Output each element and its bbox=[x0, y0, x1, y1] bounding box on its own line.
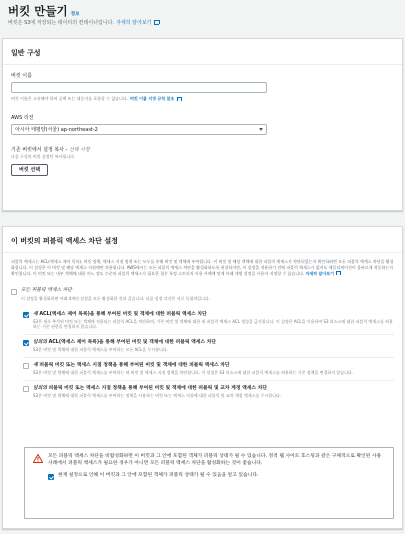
page-title: 버킷 만들기 bbox=[8, 4, 68, 18]
region-select[interactable] bbox=[11, 124, 267, 135]
optional-tag: 선택 사항 bbox=[69, 147, 90, 153]
block-public-access-panel bbox=[2, 226, 403, 529]
external-link-icon bbox=[336, 271, 340, 275]
copy-settings-hint: 다음 구성의 버킷 설정만 복사됩니다. bbox=[11, 154, 76, 159]
acknowledge-label: 현재 설정으로 인해 이 버킷과 그 안에 포함된 객체가 퍼블릭 상태가 될 수 있음을 알고 있습니다. bbox=[58, 473, 259, 479]
block-new-policy-checkbox[interactable] bbox=[23, 363, 29, 369]
block-any-policy-checkbox[interactable] bbox=[23, 386, 29, 392]
list-item bbox=[23, 334, 394, 357]
copy-settings-label-text: 기존 버킷에서 설정 복사 - bbox=[11, 147, 70, 153]
block-any-policy-title: 임의의 퍼블릭 버킷 또는 액세스 지점 정책을 통해 부여된 버킷 및 객체에 대한 퍼블릭 및 교차 계정 액세스 차단 bbox=[33, 385, 267, 391]
block-new-policy-description: S3은 버킷 및 객체에 대한 퍼블릭 액세스를 부여하는 새 버킷 및 액세스 지점 정책을 차단합니다. 이 설정은 S3 리소스에 대한 퍼블릭 액세스를 허용하는 기존 정책을 변경하지 않습니다. bbox=[33, 369, 354, 375]
block-panel-title: 이 버킷의 퍼블릭 액세스 차단 설정 bbox=[3, 227, 402, 253]
learn-more-link[interactable]: 자세히 알아보기 bbox=[116, 20, 152, 26]
warning-text: 모든 퍼블릭 액세스 차단을 비활성화하면 이 버킷과 그 안에 포함된 객체가 퍼블릭 상태가 될 수 있습니다. 정적 웹 사이트 호스팅과 같은 구체적으로 확인된 사용 사례에서 퍼블릭 액세스가 필요한 경우가 아니면 모든 퍼블릭 액세스 차단을 활성화하는 것이 좋습니다. bbox=[48, 454, 382, 466]
public-access-warning bbox=[24, 447, 394, 519]
bucket-name-hint-text: 버킷 이름은 고유해야 하며 공백 또는 대문자를 포함할 수 없습니다. bbox=[11, 96, 129, 101]
warning-icon bbox=[33, 454, 43, 463]
block-all-checkbox[interactable] bbox=[11, 289, 17, 295]
bucket-naming-rules-link[interactable]: 버킷 이름 지정 규칙 참조 bbox=[130, 96, 175, 101]
block-any-acl-description: S3은 버킷 및 객체에 대한 퍼블릭 액세스를 부여하는 모든 ACL을 무시합니다. bbox=[33, 346, 168, 352]
block-options-list bbox=[23, 307, 394, 403]
block-all-title: 모든 퍼블릭 액세스 차단 bbox=[21, 288, 72, 293]
acknowledge-checkbox[interactable] bbox=[48, 474, 54, 480]
block-any-policy-description: S3은 버킷 및 객체에 대한 퍼블릭 액세스를 부여하는 정책을 사용하는 버킷 또는 액세스 지점에 대한 퍼블릭 및 교차 계정 액세스를 무시합니다. bbox=[33, 392, 282, 398]
block-new-acl-checkbox[interactable] bbox=[23, 312, 29, 318]
block-all-option bbox=[3, 288, 402, 301]
block-new-policy-title: 새 퍼블릭 버킷 또는 액세스 지점 정책을 통해 부여된 버킷 및 객체에 대한 퍼블릭 액세스 차단 bbox=[33, 362, 230, 368]
region-select-value: 아시아 태평양(서울) ap-northeast-2 bbox=[15, 127, 98, 133]
bucket-name-label: 버킷 이름 bbox=[11, 73, 32, 79]
choose-bucket-button[interactable]: 버킷 선택 bbox=[11, 164, 48, 176]
list-item bbox=[23, 307, 394, 334]
block-all-description: 이 설정을 활성화하면 아래 4개의 설정을 모두 활성화한 것과 같습니다. 다음 설정 각각은 서로 독립적입니다. bbox=[21, 295, 211, 301]
page-subtitle bbox=[8, 19, 397, 26]
block-any-acl-checkbox[interactable] bbox=[23, 340, 29, 346]
block-public-description bbox=[3, 259, 402, 277]
page-header bbox=[0, 0, 405, 29]
list-item bbox=[23, 380, 394, 403]
list-item bbox=[23, 357, 394, 380]
region-label: AWS 리전 bbox=[11, 115, 34, 121]
copy-settings-label bbox=[11, 146, 394, 153]
block-public-description-text: 퍼블릭 액세스는 ACL(액세스 제어 목록), 버킷 정책, 액세스 지점 정책 또는 모두를 통해 버킷 및 객체에 부여됩니다. 이 버킷 및 해당 객체에 대한 퍼블릭 액세스가 차단되었는지 확인하려면 모든 퍼블릭 액세스 차단을 활성화합니다. 이 설정은 이 버킷 및 해당 액세스 지점에만 적용됩니다. AWS에서는 모든 퍼블릭 액세스 차단을 활성화하도록 권장하지만, 이 설정을 적용하기 전에 퍼블릭 액세스가 없어도 애플리케이션이 올바르게 작동하는지 확인합니다. 이 버킷 또는 내부 객체에 대한 어느 정도 수준의 퍼블릭 액세스가 필요한 경우 특정 스토리지 사용 사례에 맞게 아래 개별 설정을 사용자 지정할 수 있습니다. bbox=[11, 259, 394, 276]
external-link-icon bbox=[154, 20, 159, 25]
external-link-icon bbox=[177, 97, 181, 101]
general-configuration-panel bbox=[2, 38, 403, 211]
bucket-name-input[interactable] bbox=[11, 82, 267, 93]
block-new-acl-title: 새 ACL(액세스 제어 목록)을 통해 부여된 버킷 및 객체에 대한 퍼블릭 액세스 차단 bbox=[33, 311, 207, 317]
chevron-down-icon bbox=[259, 128, 263, 131]
subtitle-text: 버킷은 S3에 저장되는 데이터의 컨테이너입니다. bbox=[8, 20, 115, 26]
block-learn-more-link[interactable]: 자세히 알아보기 bbox=[305, 271, 334, 276]
bucket-name-hint bbox=[11, 96, 394, 102]
block-new-acl-description: S3은 새로 추가된 버킷 또는 객체에 적용되는 퍼블릭 ACL을 차단하며, 기존 버킷 및 객체에 대한 새 퍼블릭 액세스 ACL 생성을 금지합니다. 이 설정은 ACL을 사용하여 S3 리소스에 대한 퍼블릭 액세스를 허용하는 기존 권한을 변경하지 않습니다. bbox=[33, 318, 393, 329]
general-panel-title: 일반 구성 bbox=[3, 39, 402, 65]
info-link[interactable]: 정보 bbox=[70, 12, 80, 17]
block-any-acl-title: 임의의 ACL(액세스 제어 목록)을 통해 부여된 버킷 및 객체에 대한 퍼블릭 액세스 차단 bbox=[33, 339, 217, 345]
